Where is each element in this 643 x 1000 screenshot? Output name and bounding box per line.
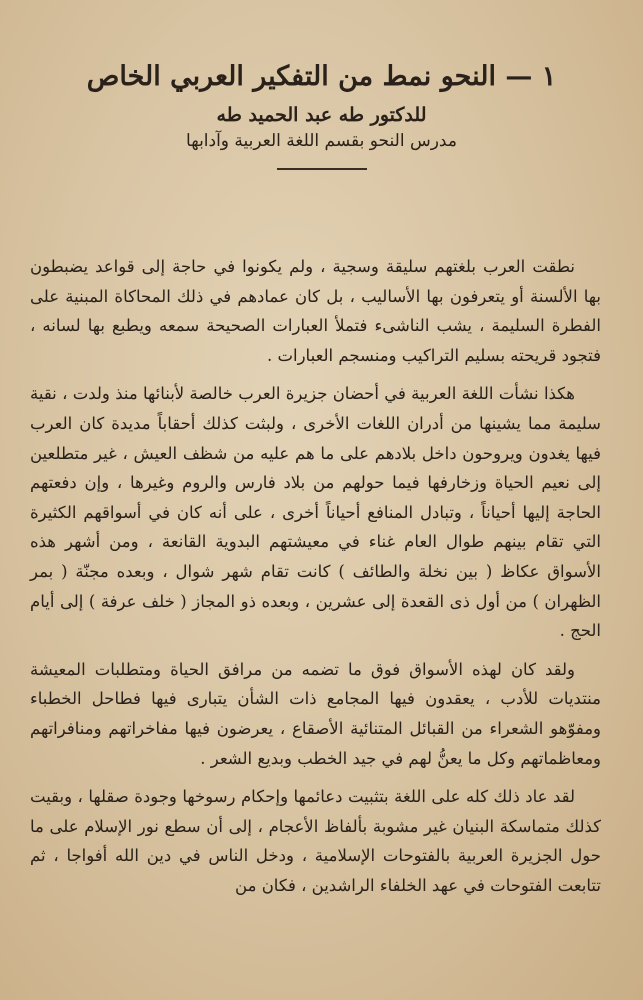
article-header bbox=[40, 58, 603, 170]
author-affiliation: مدرس النحو بقسم اللغة العربية وآدابها bbox=[186, 131, 457, 152]
article-title: ١ — النحو نمط من التفكير العربي الخاص bbox=[86, 61, 557, 92]
author-line: للدكتور طه عبد الحميد طه bbox=[216, 103, 427, 126]
paragraph-2: هكذا نشأت اللغة العربية في أحضان جزيرة العرب خالصة لأبنائها منذ ولدت ، نقية سليمة مما يشينها من أدران اللغات الأخرى ، ولبثت كذلك أحقاباً مديدة كان العرب فيها يغدون ويروحون داخل بلادهم على ما هم عليه من شظف العيش ، غير متطلعين إلى نعيم الحياة وزخارفها فيما حولهم من بلاد فارس والروم وغيرها ، وإن دفعتهم الحاجة إليها أحياناً ، وتبادل المنافع أحياناً أخرى ، على أنه كان في أسواقهم الكثيرة التي تقام بينهم طوال العام غناء في معيشتهم البدوية القانعة ، ومن أشهر هذه الأسواق عكاظ ( بين نخلة والطائف ) كانت تقام شهر شوال ، وبعده مجنّة ( بمر الظهران ) من أول ذى القعدة إلى عشرين ، وبعده ذو المجاز ( خلف عرفة ) إلى أيام الحج . bbox=[30, 384, 601, 641]
paragraph-4: لقد عاد ذلك كله على اللغة بتثبيت دعائمها وإحكام رسوخها وجودة صقلها ، وبقيت كذلك متماسكة البنيان غير مشوبة بألفاظ الأعجام ، إلى أن سطع نور الإسلام على ما حول الجزيرة العربية بالفتوحات الإسلامية ، ودخل الناس في دين الله أفواجا ، ثم تتابعت الفتوحات في عهد الخلفاء الراشدين ، فكان من bbox=[30, 787, 601, 895]
paragraph-3: ولقد كان لهذه الأسواق فوق ما تضمه من مرافق الحياة ومتطلبات المعيشة منتديات للأدب ، يعقدون فيها المجامع ذات الشأن يتبارى فيها فطاحل الخطباء ومفوّهو الشعراء من القبائل المتنائية الأصقاع ، يعرضون فيها مفاخراتهم ومنافراتهم ومعاظماتهم وكل ما يعنُّ لهم في جيد الخطب وبديع الشعر . bbox=[30, 659, 601, 768]
article-body bbox=[30, 252, 601, 909]
header-divider bbox=[277, 168, 367, 170]
paragraph-1: نطقت العرب بلغتهم سليقة وسجية ، ولم يكونوا في حاجة إلى قواعد يضبطون بها الألسنة أو يتعرفون بها الأساليب ، بل كان عمادهم في ذلك المحاكاة المبنية على الفطرة السليمة ، يشب الناشىء فتملأ العبارات الصحيحة سمعه ويطبع بها لسانه ، فتجود قريحته بسليم التراكيب ومنسجم العبارات . bbox=[30, 257, 601, 365]
